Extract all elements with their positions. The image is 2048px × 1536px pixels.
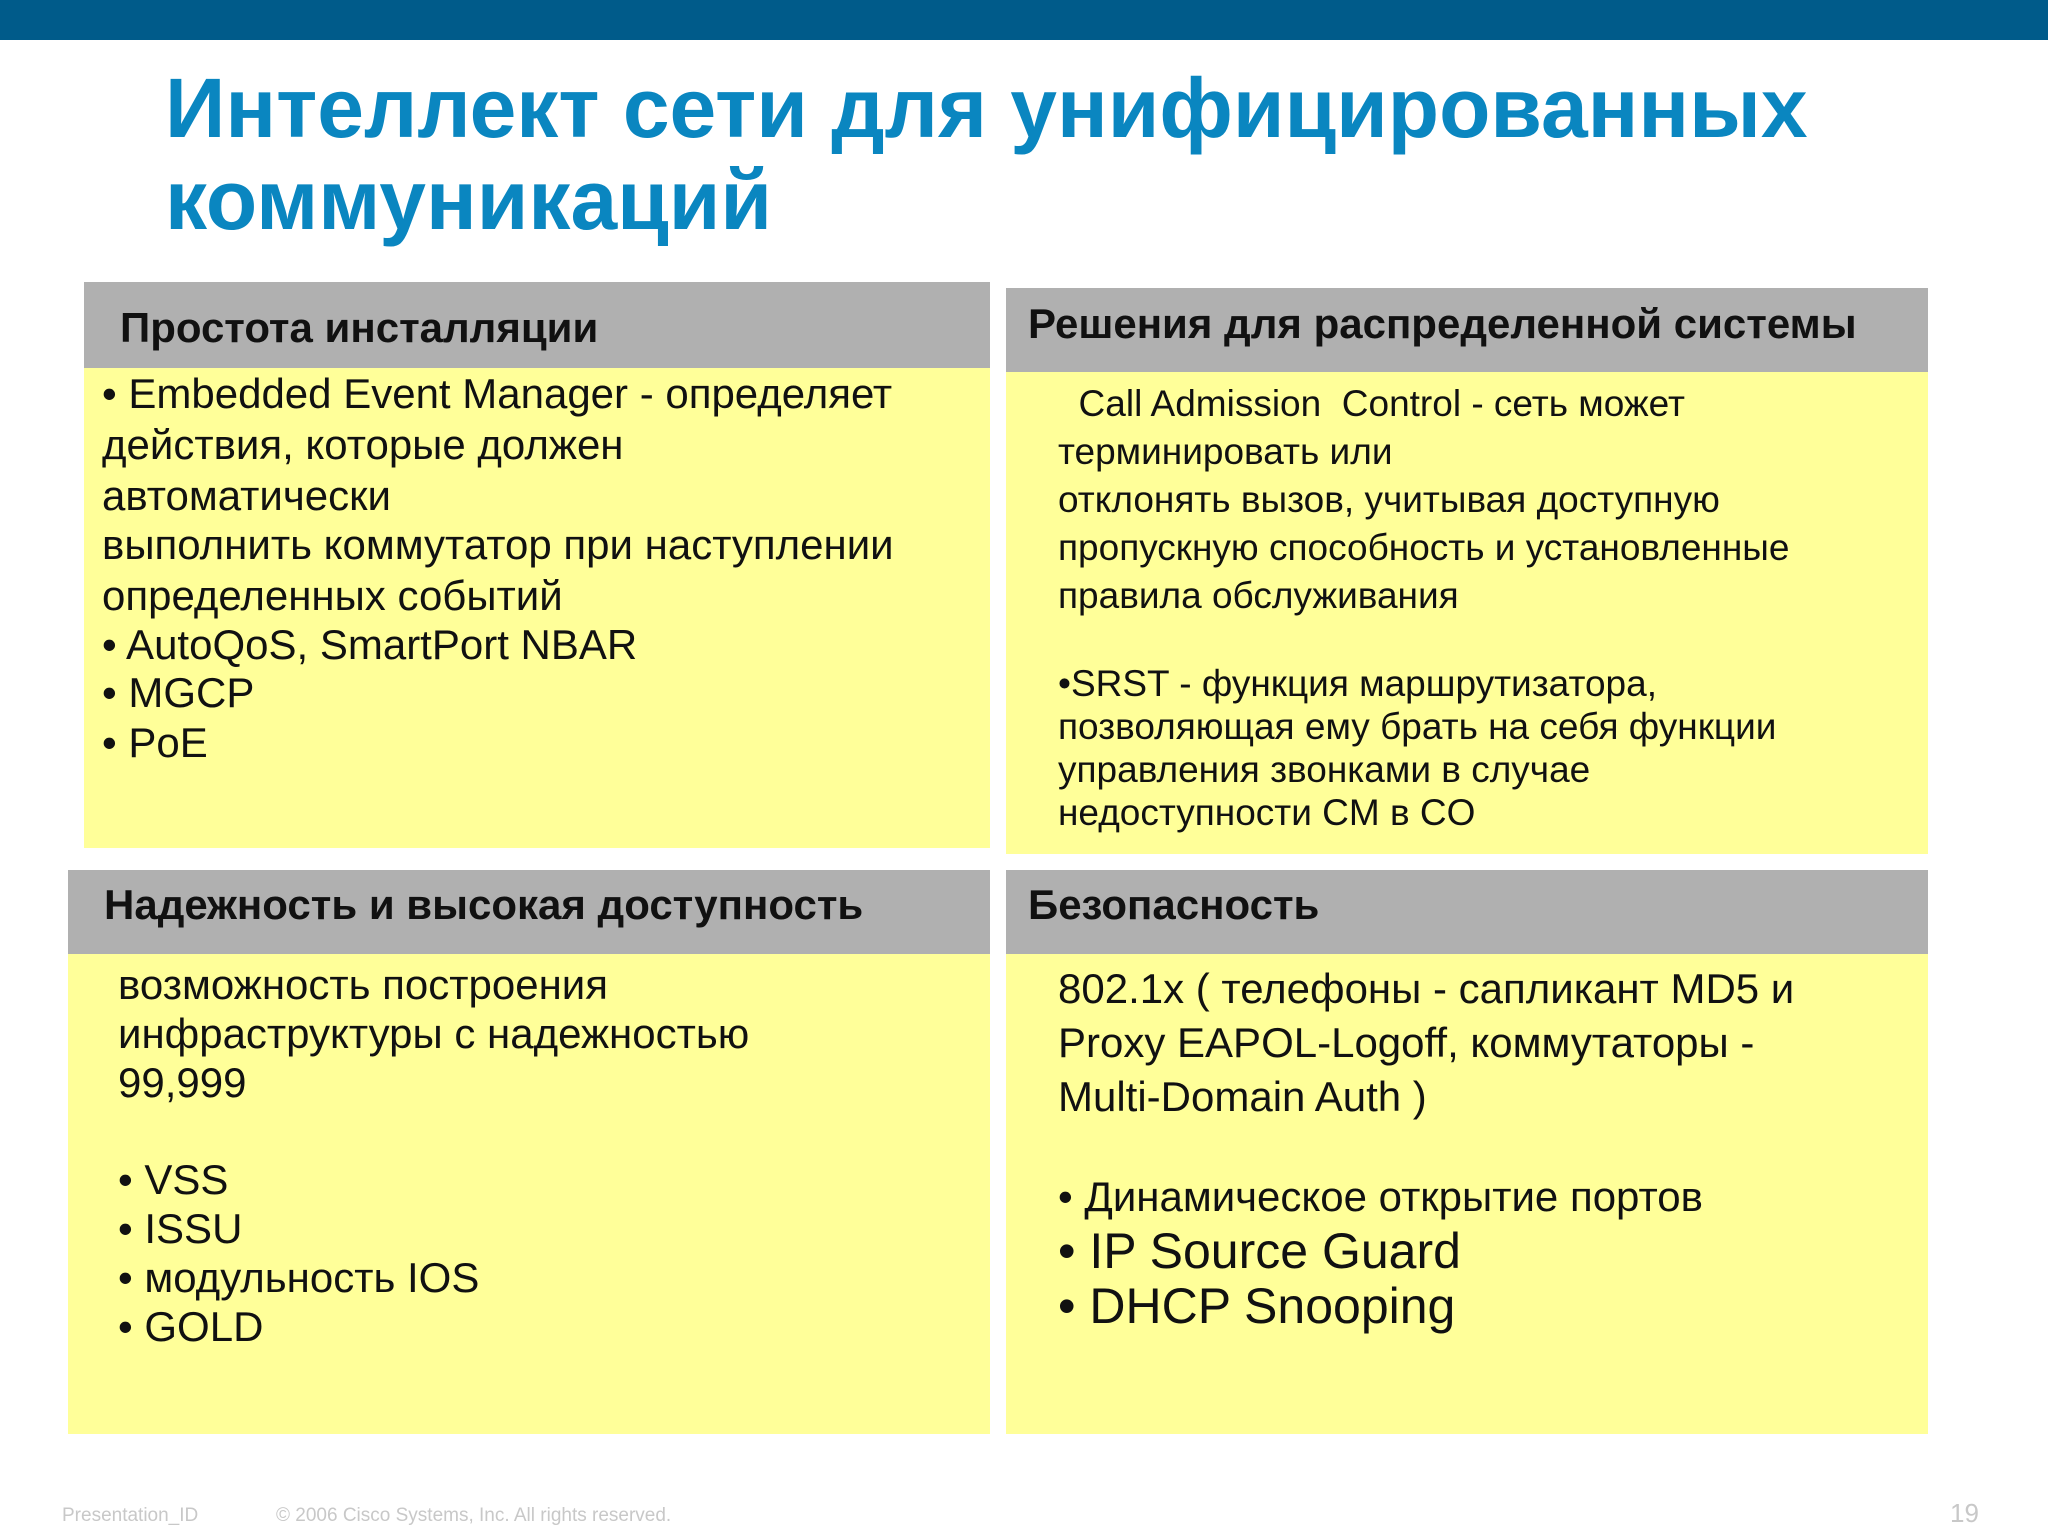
list-item: инфраструктуры с надежностью — [118, 1010, 750, 1057]
list-item: • MGCP — [102, 669, 255, 716]
list-item: • AutoQoS, SmartPort NBAR — [102, 621, 638, 668]
list-item: Multi-Domain Auth ) — [1058, 1073, 1427, 1120]
footer-copyright: © 2006 Cisco Systems, Inc. All rights reserved. — [276, 1505, 672, 1526]
list-item: правила обслуживания — [1058, 575, 1459, 616]
list-item: • PoE — [102, 719, 208, 766]
list-item: 802.1x ( телефоны - сапликант MD5 и — [1058, 965, 1795, 1012]
page-number: 19 — [1950, 1498, 1979, 1528]
list-item: • модульность IOS — [118, 1254, 480, 1301]
list-item: терминировать или — [1058, 431, 1393, 472]
panel-distributed-header: Решения для распределенной системы — [1006, 288, 1928, 372]
list-item: пропускную способность и установленные — [1058, 527, 1790, 568]
panel-security-header: Безопасность — [1006, 870, 1928, 954]
list-item: позволяющая ему брать на себя функции — [1058, 706, 1777, 747]
slide-title — [165, 62, 1965, 246]
list-item: автоматически — [102, 472, 391, 519]
list-item: возможность построения — [118, 961, 608, 1008]
list-item: Proxy EAPOL-Logoff, коммутаторы - — [1058, 1019, 1755, 1066]
panel-distributed-body — [1006, 372, 1928, 854]
list-item: • VSS — [118, 1156, 229, 1203]
list-item: •SRST - функция маршрутизатора, — [1058, 663, 1657, 704]
list-item: • Embedded Event Manager - определяет — [102, 370, 893, 417]
list-item: Call Admission Control - сеть может — [1058, 383, 1685, 424]
spacer — [118, 1107, 990, 1155]
list-item: • ISSU — [118, 1205, 243, 1252]
spacer — [1058, 1124, 1928, 1170]
list-item: • DHCP Snooping — [1058, 1278, 1456, 1334]
panel-reliability-header: Надежность и высокая доступность — [68, 870, 990, 954]
panel-installation-body — [84, 368, 990, 848]
panel-reliability — [68, 870, 990, 1434]
footer-presentation-id: Presentation_ID — [62, 1505, 199, 1526]
list-item: определенных событий — [102, 572, 563, 619]
list-item: выполнить коммутатор при наступлении — [102, 521, 894, 568]
list-item: управления звонками в случае — [1058, 749, 1591, 790]
top-bar — [0, 0, 2048, 40]
list-item: действия, которые должен — [102, 421, 624, 468]
slide-title-line-1: Интеллект сети для унифицированных — [165, 61, 1808, 155]
list-item: отклонять вызов, учитывая доступную — [1058, 479, 1720, 520]
list-item: 99,999 — [118, 1059, 247, 1106]
panel-distributed — [1006, 288, 1928, 854]
list-item: • IP Source Guard — [1058, 1223, 1461, 1279]
panel-installation-header: Простота инсталляции — [84, 282, 990, 368]
list-item: • GOLD — [118, 1303, 264, 1350]
panel-reliability-body — [68, 954, 990, 1434]
panel-security-body — [1006, 954, 1928, 1434]
slide-title-line-2: коммуникаций — [165, 153, 773, 247]
panel-security — [1006, 870, 1928, 1434]
list-item: недоступности CM в CO — [1058, 792, 1476, 833]
list-item: • Динамическое открытие портов — [1058, 1173, 1703, 1220]
panel-installation — [84, 282, 990, 848]
spacer — [1058, 620, 1928, 662]
